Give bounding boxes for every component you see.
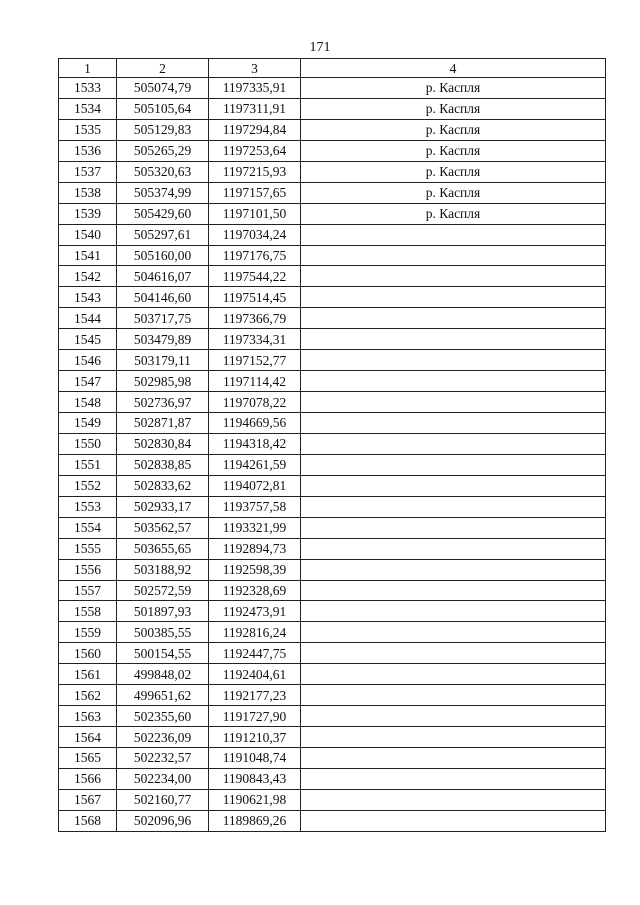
table-row xyxy=(59,98,606,119)
table-cell-col-2: 505320,63 xyxy=(117,161,209,182)
table-cell-col-4 xyxy=(301,371,606,392)
table-row xyxy=(59,140,606,161)
table-cell-col-3: 1197034,24 xyxy=(209,224,301,245)
table-cell-col-1: 1541 xyxy=(59,245,117,266)
table-cell-col-1: 1558 xyxy=(59,601,117,622)
table-row xyxy=(59,433,606,454)
table-cell-col-1: 1543 xyxy=(59,287,117,308)
table-cell-col-3: 1190843,43 xyxy=(209,768,301,789)
table-cell-col-2: 504616,07 xyxy=(117,266,209,287)
table-cell-col-2: 502871,87 xyxy=(117,413,209,434)
table-cell-col-1: 1557 xyxy=(59,580,117,601)
table-cell-col-1: 1550 xyxy=(59,433,117,454)
table-cell-col-4 xyxy=(301,329,606,350)
table-cell-col-4 xyxy=(301,643,606,664)
table-row xyxy=(59,371,606,392)
table-cell-col-4 xyxy=(301,413,606,434)
table-cell-col-3: 1197152,77 xyxy=(209,350,301,371)
table-cell-col-1: 1562 xyxy=(59,685,117,706)
table-cell-col-4: р. Каспля xyxy=(301,98,606,119)
table-cell-col-3: 1197078,22 xyxy=(209,392,301,413)
table-row xyxy=(59,308,606,329)
table-cell-col-1: 1542 xyxy=(59,266,117,287)
table-cell-col-3: 1194318,42 xyxy=(209,433,301,454)
table-row xyxy=(59,538,606,559)
table-row xyxy=(59,643,606,664)
table-cell-col-4: р. Каспля xyxy=(301,161,606,182)
table-row xyxy=(59,350,606,371)
table-cell-col-2: 502830,84 xyxy=(117,433,209,454)
page-number: 171 xyxy=(309,40,331,55)
table-row xyxy=(59,496,606,517)
table-row xyxy=(59,580,606,601)
table-row xyxy=(59,748,606,769)
table-cell-col-1: 1560 xyxy=(59,643,117,664)
table-cell-col-2: 505297,61 xyxy=(117,224,209,245)
table-row xyxy=(59,685,606,706)
table-cell-col-3: 1192177,23 xyxy=(209,685,301,706)
table-cell-col-4: р. Каспля xyxy=(301,119,606,140)
table-cell-col-4: р. Каспля xyxy=(301,182,606,203)
table-cell-col-4 xyxy=(301,454,606,475)
table-cell-col-3: 1192473,91 xyxy=(209,601,301,622)
table-cell-col-3: 1192447,75 xyxy=(209,643,301,664)
table-cell-col-1: 1564 xyxy=(59,727,117,748)
table-row xyxy=(59,706,606,727)
table-row xyxy=(59,789,606,810)
table-cell-col-4: р. Каспля xyxy=(301,140,606,161)
table-cell-col-2: 503717,75 xyxy=(117,308,209,329)
table-cell-col-3: 1197101,50 xyxy=(209,203,301,224)
table-cell-col-1: 1553 xyxy=(59,496,117,517)
table-row xyxy=(59,161,606,182)
table-cell-col-1: 1554 xyxy=(59,517,117,538)
table-row xyxy=(59,266,606,287)
table-row xyxy=(59,559,606,580)
table-cell-col-1: 1548 xyxy=(59,392,117,413)
table-cell-col-1: 1547 xyxy=(59,371,117,392)
table-cell-col-4 xyxy=(301,496,606,517)
table-row xyxy=(59,601,606,622)
header-cell-4: 4 xyxy=(301,59,606,78)
table-cell-col-3: 1193321,99 xyxy=(209,517,301,538)
table-cell-col-2: 505160,00 xyxy=(117,245,209,266)
table-cell-col-4 xyxy=(301,517,606,538)
table-row xyxy=(59,768,606,789)
header-cell-2: 2 xyxy=(117,59,209,78)
table-row xyxy=(59,727,606,748)
table-cell-col-1: 1551 xyxy=(59,454,117,475)
table-cell-col-1: 1565 xyxy=(59,748,117,769)
table-cell-col-3: 1191048,74 xyxy=(209,748,301,769)
table-cell-col-4 xyxy=(301,245,606,266)
table-cell-col-4 xyxy=(301,266,606,287)
table-cell-col-4 xyxy=(301,810,606,831)
table-cell-col-3: 1197366,79 xyxy=(209,308,301,329)
table-row xyxy=(59,182,606,203)
table-cell-col-3: 1197215,93 xyxy=(209,161,301,182)
table-cell-col-1: 1568 xyxy=(59,810,117,831)
table-cell-col-2: 503188,92 xyxy=(117,559,209,580)
table-cell-col-3: 1197176,75 xyxy=(209,245,301,266)
table-cell-col-2: 505129,83 xyxy=(117,119,209,140)
table-cell-col-1: 1566 xyxy=(59,768,117,789)
table-cell-col-1: 1544 xyxy=(59,308,117,329)
table-row xyxy=(59,810,606,831)
table-cell-col-2: 505265,29 xyxy=(117,140,209,161)
table-cell-col-3: 1191210,37 xyxy=(209,727,301,748)
table-cell-col-3: 1197253,64 xyxy=(209,140,301,161)
table-cell-col-1: 1561 xyxy=(59,664,117,685)
table-cell-col-4 xyxy=(301,685,606,706)
table-cell-col-1: 1559 xyxy=(59,622,117,643)
table-row xyxy=(59,664,606,685)
table-cell-col-4 xyxy=(301,559,606,580)
table-cell-col-1: 1536 xyxy=(59,140,117,161)
table-cell-col-1: 1545 xyxy=(59,329,117,350)
table-row xyxy=(59,119,606,140)
table-cell-col-3: 1192598,39 xyxy=(209,559,301,580)
table-cell-col-4 xyxy=(301,789,606,810)
table-cell-col-2: 502736,97 xyxy=(117,392,209,413)
table-row xyxy=(59,287,606,308)
coordinates-table xyxy=(58,58,606,832)
table-cell-col-1: 1552 xyxy=(59,475,117,496)
table-cell-col-2: 502096,96 xyxy=(117,810,209,831)
table-cell-col-2: 503479,89 xyxy=(117,329,209,350)
table-cell-col-3: 1197514,45 xyxy=(209,287,301,308)
table-cell-col-2: 500154,55 xyxy=(117,643,209,664)
table-cell-col-2: 500385,55 xyxy=(117,622,209,643)
table-cell-col-4 xyxy=(301,664,606,685)
table-cell-col-3: 1193757,58 xyxy=(209,496,301,517)
table-cell-col-3: 1197335,91 xyxy=(209,78,301,99)
table-row xyxy=(59,245,606,266)
table-cell-col-3: 1194072,81 xyxy=(209,475,301,496)
table-cell-col-4 xyxy=(301,622,606,643)
header-cell-1: 1 xyxy=(59,59,117,78)
table-cell-col-1: 1546 xyxy=(59,350,117,371)
table-cell-col-1: 1549 xyxy=(59,413,117,434)
table-cell-col-2: 499651,62 xyxy=(117,685,209,706)
table-cell-col-1: 1555 xyxy=(59,538,117,559)
table-row xyxy=(59,78,606,99)
table-cell-col-3: 1192404,61 xyxy=(209,664,301,685)
table-cell-col-2: 505105,64 xyxy=(117,98,209,119)
table-cell-col-4: р. Каспля xyxy=(301,78,606,99)
table-cell-col-2: 502236,09 xyxy=(117,727,209,748)
table-cell-col-2: 503562,57 xyxy=(117,517,209,538)
table-cell-col-2: 502838,85 xyxy=(117,454,209,475)
table-cell-col-4: р. Каспля xyxy=(301,203,606,224)
table-cell-col-2: 502232,57 xyxy=(117,748,209,769)
table-cell-col-2: 502833,62 xyxy=(117,475,209,496)
table-cell-col-4 xyxy=(301,601,606,622)
table-cell-col-2: 505374,99 xyxy=(117,182,209,203)
table-cell-col-3: 1197157,65 xyxy=(209,182,301,203)
table-cell-col-1: 1538 xyxy=(59,182,117,203)
table-cell-col-2: 502572,59 xyxy=(117,580,209,601)
table-cell-col-4 xyxy=(301,706,606,727)
table-cell-col-2: 505429,60 xyxy=(117,203,209,224)
table-cell-col-3: 1192816,24 xyxy=(209,622,301,643)
table-cell-col-2: 502933,17 xyxy=(117,496,209,517)
table-cell-col-4 xyxy=(301,580,606,601)
table-cell-col-2: 502234,00 xyxy=(117,768,209,789)
table-cell-col-1: 1537 xyxy=(59,161,117,182)
table-cell-col-3: 1197311,91 xyxy=(209,98,301,119)
table-cell-col-3: 1191727,90 xyxy=(209,706,301,727)
table-row xyxy=(59,454,606,475)
table-cell-col-4 xyxy=(301,392,606,413)
table-cell-col-4 xyxy=(301,287,606,308)
table-cell-col-2: 499848,02 xyxy=(117,664,209,685)
table-cell-col-3: 1192328,69 xyxy=(209,580,301,601)
header-cell-3: 3 xyxy=(209,59,301,78)
table-cell-col-1: 1539 xyxy=(59,203,117,224)
table-cell-col-3: 1194669,56 xyxy=(209,413,301,434)
table-cell-col-3: 1197294,84 xyxy=(209,119,301,140)
header-row xyxy=(59,59,606,78)
table-cell-col-2: 502355,60 xyxy=(117,706,209,727)
table-cell-col-4 xyxy=(301,768,606,789)
table-cell-col-2: 501897,93 xyxy=(117,601,209,622)
table-cell-col-4 xyxy=(301,433,606,454)
table-row xyxy=(59,392,606,413)
table-cell-col-1: 1540 xyxy=(59,224,117,245)
table-cell-col-2: 505074,79 xyxy=(117,78,209,99)
table-row xyxy=(59,413,606,434)
table-cell-col-2: 502985,98 xyxy=(117,371,209,392)
table-cell-col-4 xyxy=(301,538,606,559)
table-cell-col-3: 1194261,59 xyxy=(209,454,301,475)
table-cell-col-1: 1563 xyxy=(59,706,117,727)
table-row xyxy=(59,224,606,245)
table-cell-col-2: 502160,77 xyxy=(117,789,209,810)
table-cell-col-4 xyxy=(301,475,606,496)
table-cell-col-3: 1190621,98 xyxy=(209,789,301,810)
table-cell-col-2: 503655,65 xyxy=(117,538,209,559)
table-cell-col-3: 1192894,73 xyxy=(209,538,301,559)
table-row xyxy=(59,475,606,496)
table-cell-col-3: 1189869,26 xyxy=(209,810,301,831)
table-row xyxy=(59,622,606,643)
table-cell-col-1: 1556 xyxy=(59,559,117,580)
table-cell-col-4 xyxy=(301,350,606,371)
table-cell-col-3: 1197544,22 xyxy=(209,266,301,287)
table-row xyxy=(59,203,606,224)
table-cell-col-2: 504146,60 xyxy=(117,287,209,308)
table-cell-col-1: 1567 xyxy=(59,789,117,810)
table-row xyxy=(59,329,606,350)
table-cell-col-3: 1197114,42 xyxy=(209,371,301,392)
table-cell-col-1: 1535 xyxy=(59,119,117,140)
table-row xyxy=(59,517,606,538)
table-cell-col-1: 1534 xyxy=(59,98,117,119)
table-cell-col-4 xyxy=(301,308,606,329)
table-cell-col-4 xyxy=(301,727,606,748)
table-cell-col-2: 503179,11 xyxy=(117,350,209,371)
table-cell-col-3: 1197334,31 xyxy=(209,329,301,350)
table-cell-col-4 xyxy=(301,224,606,245)
table-cell-col-1: 1533 xyxy=(59,78,117,99)
table-cell-col-4 xyxy=(301,748,606,769)
